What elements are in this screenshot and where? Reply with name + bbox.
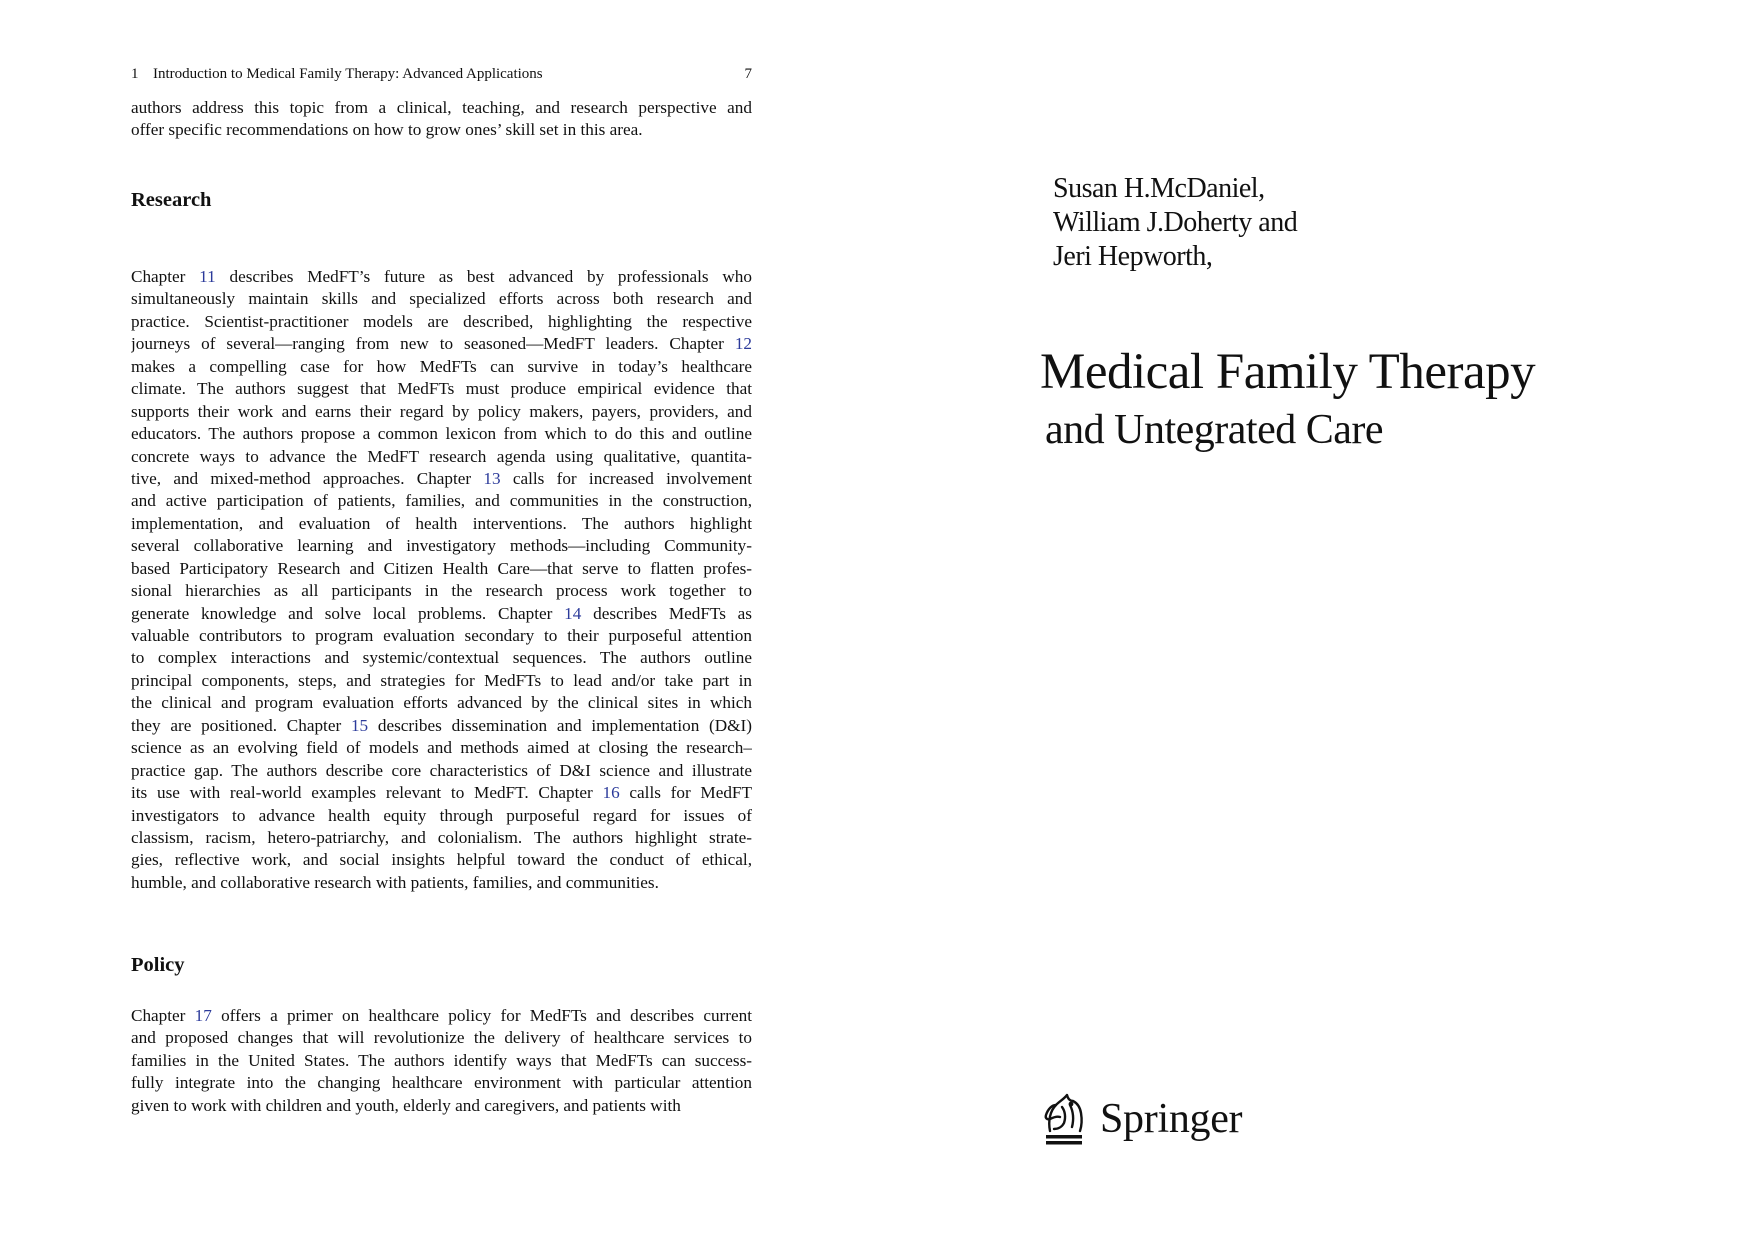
springer-horse-icon: [1040, 1091, 1086, 1147]
text-run: they are positioned. Chapter: [131, 715, 351, 735]
text-line: [131, 805, 752, 827]
text-line: [131, 580, 752, 602]
running-head-chapter-number: 1: [131, 66, 139, 82]
text-run: tive, and mixed-method approaches. Chapter: [131, 468, 484, 488]
chapter-link[interactable]: 15: [350, 715, 369, 735]
research-paragraph: [131, 266, 752, 894]
chapter-link[interactable]: 12: [734, 334, 752, 354]
book-title: Medical Family Therapy: [1040, 344, 1536, 400]
text-run: given to work with children and youth, elderly and caregivers, and patients with: [131, 1095, 681, 1115]
text-line: [131, 692, 752, 714]
text-run: principal components, steps, and strategies for MedFTs to lead and/or take part in: [131, 670, 752, 690]
text-run: climate. The authors suggest that MedFTs must produce empirical evidence that: [131, 379, 752, 399]
author-name: William J.Doherty and: [1053, 207, 1298, 238]
publisher-name: Springer: [1100, 1096, 1243, 1142]
running-head: [131, 64, 752, 84]
intro-paragraph: [131, 97, 752, 142]
text-run: classism, racism, hetero-patriarchy, and colonialism. The authors highlight strate-: [131, 827, 752, 847]
chapter-link[interactable]: 14: [564, 603, 582, 623]
text-run: calls for increased involvement: [500, 468, 752, 488]
text-run: journeys of several—ranging from new to seasoned—MedFT leaders. Chapter: [131, 334, 735, 354]
text-line: [131, 490, 752, 512]
text-run: calls for MedFT: [619, 783, 752, 803]
text-run: and active participation of patients, families, and communities in the construction,: [131, 491, 752, 511]
text-run: the clinical and program evaluation efforts advanced by the clinical sites in which: [131, 693, 752, 713]
text-run: valuable contributors to program evaluation secondary to their purposeful attention: [131, 626, 752, 645]
text-line: offer specific recommendations on how to grow ones’ skill set in this area.: [131, 120, 643, 140]
text-line: [131, 625, 752, 647]
text-run: and proposed changes that will revolutionize the delivery of healthcare services to: [131, 1028, 752, 1048]
text-line: [131, 558, 752, 580]
text-run: its use with real-world examples relevant to MedFT. Chapter: [131, 783, 603, 803]
text-run: simultaneously maintain skills and specialized efforts across both research and: [131, 289, 752, 309]
research-heading: Research: [131, 189, 212, 211]
author-list: [1053, 172, 1297, 274]
text-run: generate knowledge and solve local problems. Chapter: [131, 603, 565, 623]
text-run: describes MedFTs as: [581, 603, 752, 623]
text-line: [131, 1050, 752, 1072]
text-line: [131, 647, 752, 669]
text-run: describes dissemination and implementation (D&I): [368, 715, 752, 735]
text-run: Chapter: [131, 1006, 195, 1025]
text-line: [131, 356, 752, 378]
text-line: [131, 782, 752, 804]
text-line: [131, 670, 752, 692]
text-run: science as an evolving field of models and methods aimed at closing the research–: [131, 738, 752, 758]
text-line: [131, 423, 752, 445]
text-run: implementation, and evaluation of health interventions. The authors highlight: [131, 513, 752, 533]
text-line: [131, 827, 752, 849]
text-line: [131, 535, 752, 557]
page-number: 7: [744, 66, 752, 82]
text-run: educators. The authors propose a common lexicon from which to do this and outline: [131, 424, 752, 444]
text-run: families in the United States. The authors identify ways that MedFTs can success-: [131, 1050, 752, 1070]
text-run: several collaborative learning and investigatory methods—including Community-: [131, 536, 752, 556]
text-line: authors address this topic from a clinical, teaching, and research perspective and: [131, 98, 752, 117]
right-page: [877, 0, 1754, 1240]
author-name: Susan H.McDaniel,: [1053, 173, 1265, 204]
text-run: based Participatory Research and Citizen Health Care—that serve to flatten profes-: [131, 558, 752, 578]
text-line: [131, 849, 752, 871]
text-run: humble, and collaborative research with patients, families, and communities.: [131, 872, 659, 892]
text-run: Chapter: [131, 267, 200, 286]
policy-paragraph: [131, 1005, 752, 1117]
chapter-link[interactable]: 16: [602, 783, 620, 803]
text-line: [131, 288, 752, 310]
text-line: [131, 1072, 752, 1094]
text-line: [131, 872, 752, 894]
text-line: [131, 715, 752, 737]
text-line: [131, 737, 752, 759]
text-line: [131, 1005, 752, 1027]
text-line: [131, 513, 752, 535]
text-line: [131, 446, 752, 468]
text-line: [131, 760, 752, 782]
text-run: makes a compelling case for how MedFTs can survive in today’s healthcare: [131, 356, 752, 376]
policy-heading: Policy: [131, 954, 185, 976]
publisher-logo: [1040, 1090, 1242, 1148]
running-head-chapter-title: Introduction to Medical Family Therapy: Advanced Applications: [153, 66, 543, 82]
text-run: practice gap. The authors describe core characteristics of D&I science and illustrate: [131, 760, 752, 780]
text-line: [131, 378, 752, 400]
text-run: gies, reflective work, and social insights helpful toward the conduct of ethical,: [131, 850, 752, 870]
text-run: concrete ways to advance the MedFT research agenda using qualitative, quantita-: [131, 446, 752, 466]
text-run: sional hierarchies as all participants in the research process work together to: [131, 581, 752, 601]
text-line: [131, 603, 752, 625]
text-run: investigators to advance health equity through purposeful regard for issues of: [131, 805, 752, 825]
text-line: [131, 1027, 752, 1049]
text-run: describes MedFT’s future as best advanced by professionals who: [215, 267, 752, 286]
text-line: [131, 333, 752, 355]
book-subtitle: and Untegrated Care: [1045, 407, 1384, 453]
text-run: practice. Scientist-practitioner models are described, highlighting the respective: [131, 311, 752, 331]
text-line: [131, 468, 752, 490]
text-line: [131, 311, 752, 333]
text-run: to complex interactions and systemic/contextual sequences. The authors outline: [131, 648, 752, 668]
chapter-link[interactable]: 11: [199, 267, 216, 286]
text-run: fully integrate into the changing healthcare environment with particular attention: [131, 1073, 752, 1093]
text-run: supports their work and earns their regard by policy makers, payers, providers, and: [131, 401, 752, 421]
text-run: offers a primer on healthcare policy for MedFTs and describes current: [211, 1006, 752, 1025]
chapter-link[interactable]: 17: [194, 1006, 212, 1025]
author-name: Jeri Hepworth,: [1053, 241, 1213, 272]
chapter-link[interactable]: 13: [483, 468, 501, 488]
text-line: [131, 401, 752, 423]
text-line: [131, 266, 752, 288]
text-line: [131, 1095, 752, 1117]
